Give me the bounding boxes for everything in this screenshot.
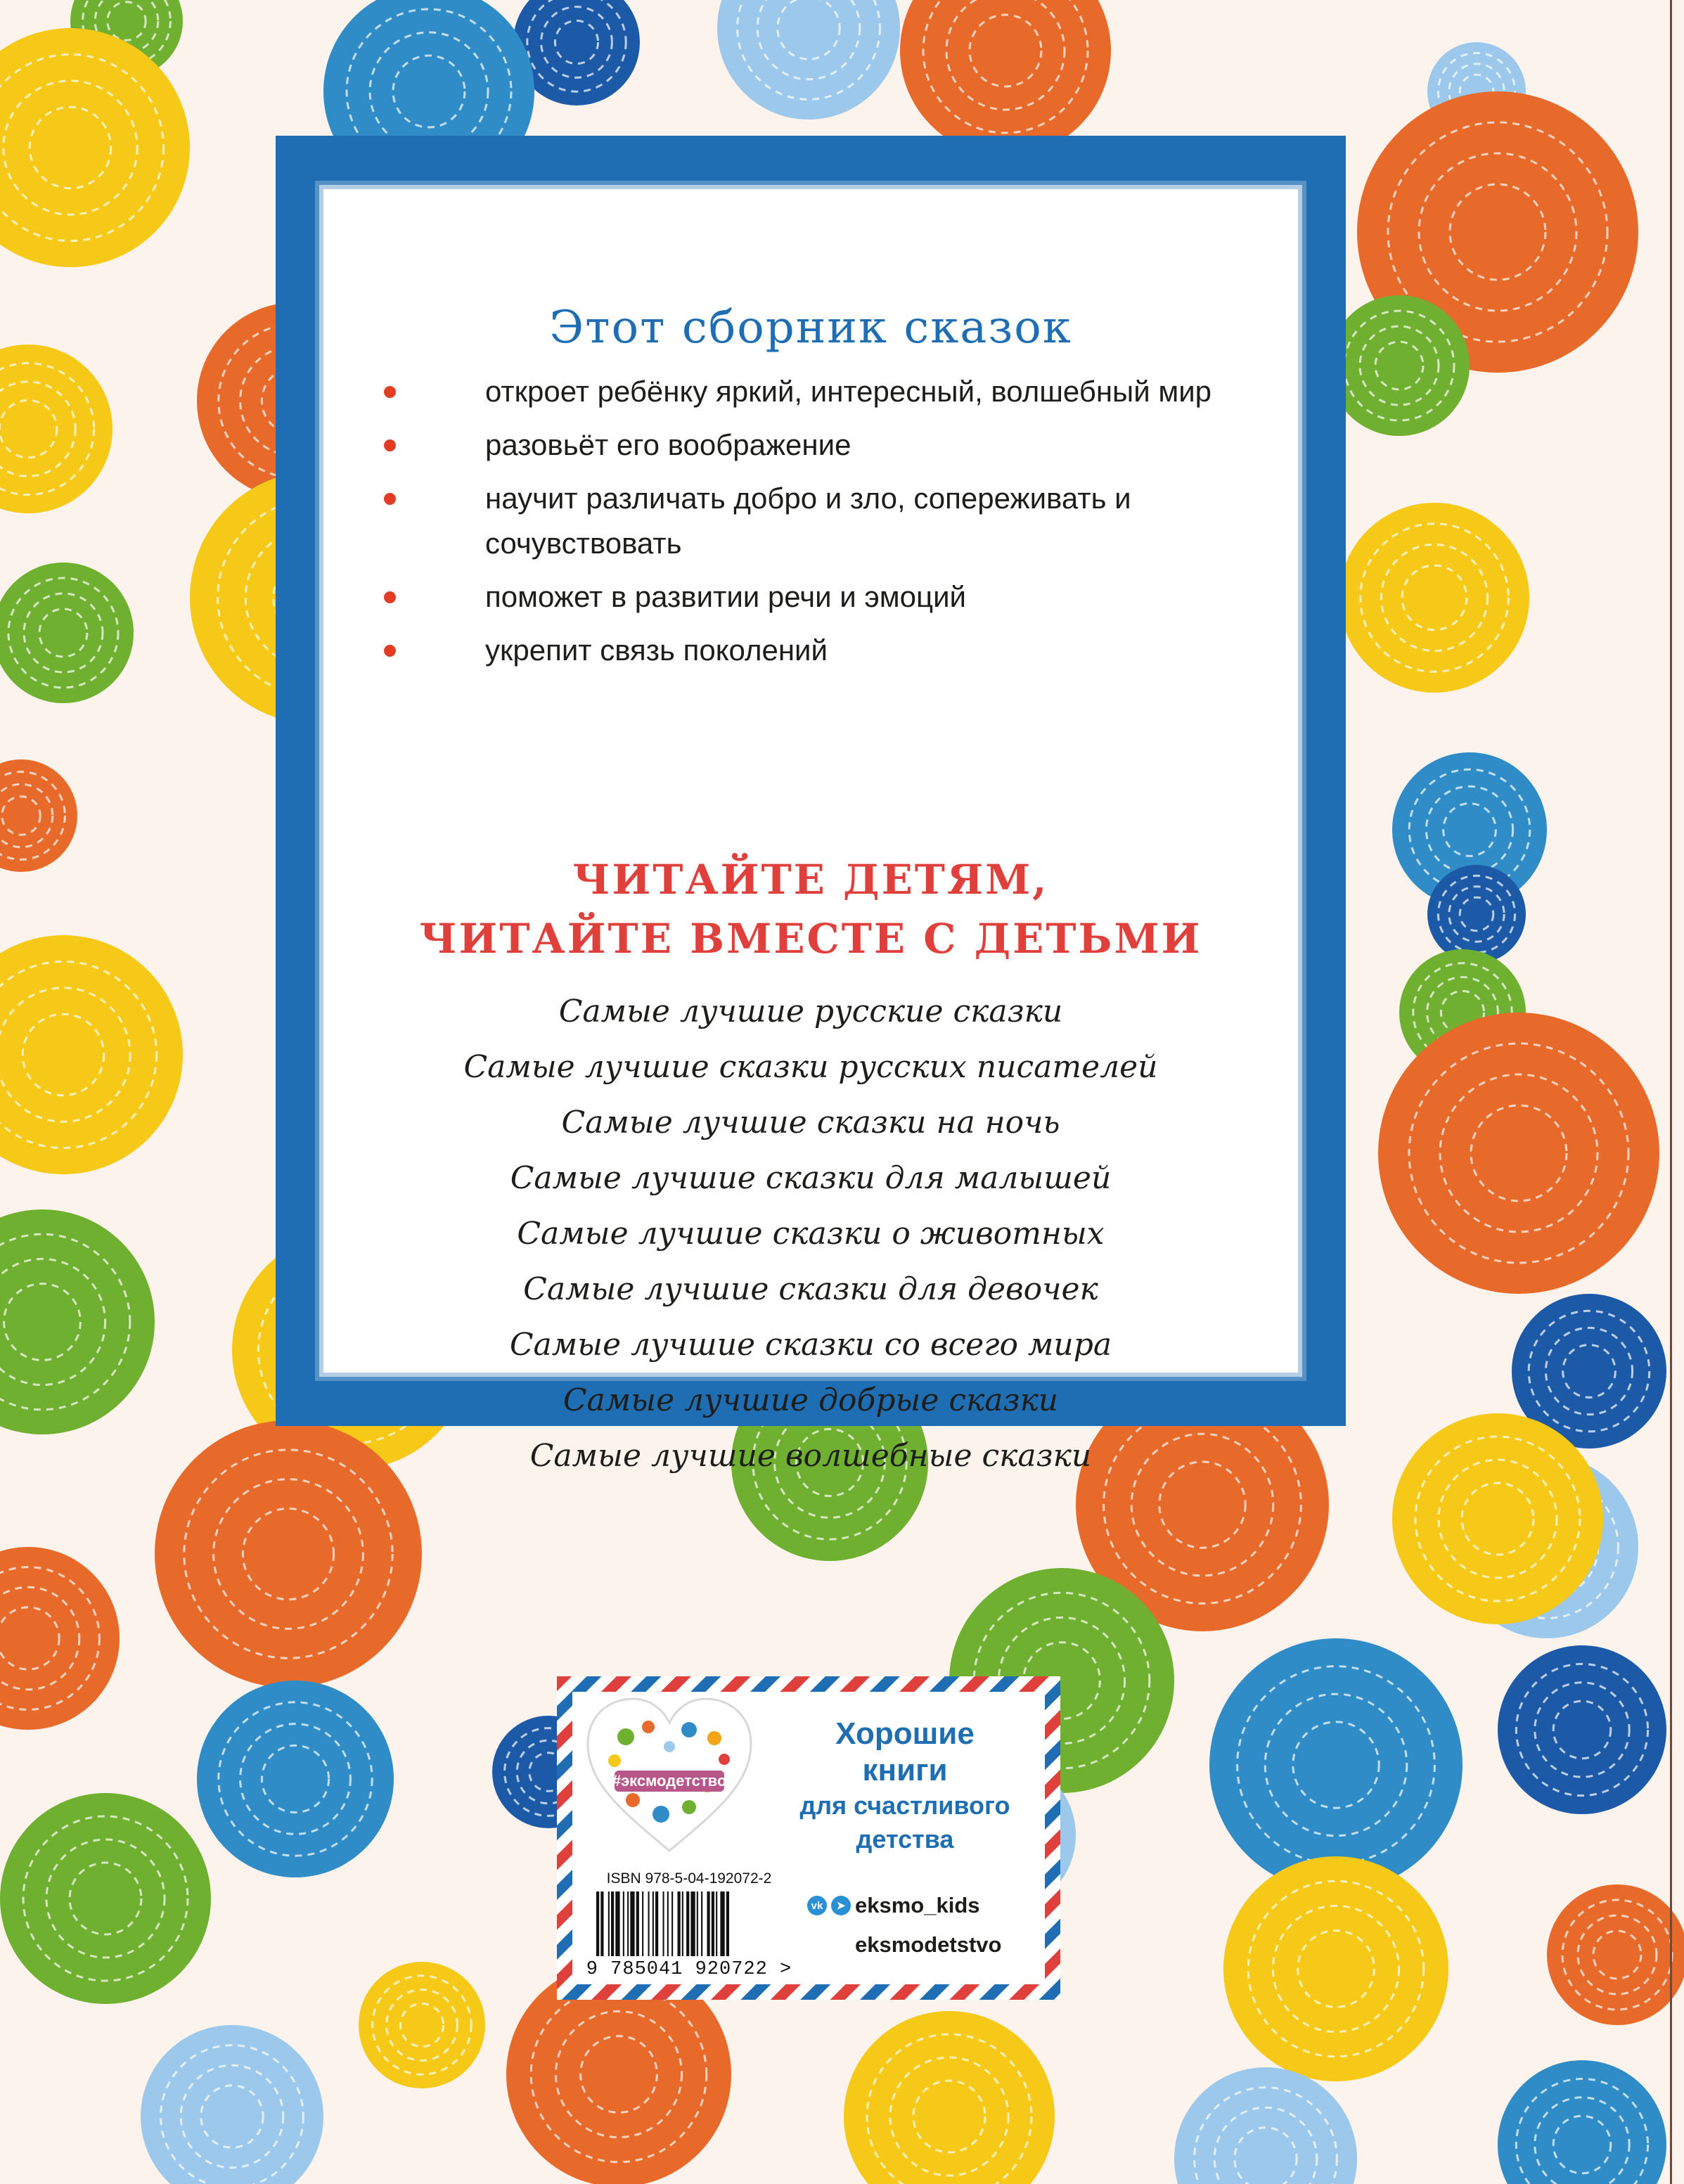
benefit-item xyxy=(384,369,1263,414)
barcode-bar xyxy=(690,1891,695,1956)
slogan-line-2: ЧИТАЙТЕ ВМЕСТЕ С ДЕТЬМИ xyxy=(419,915,1202,963)
barcode-bar xyxy=(600,1891,603,1956)
polka-dot xyxy=(0,935,183,1174)
bullet-dot-icon xyxy=(384,386,396,398)
isbn-barcode xyxy=(584,1870,795,1980)
polka-dot xyxy=(844,2011,1055,2184)
polka-dot xyxy=(1547,1884,1684,2025)
info-panel xyxy=(276,136,1346,1474)
tagline-line-4: детства xyxy=(856,1825,954,1854)
barcode-bar xyxy=(630,1891,634,1956)
social-handle[interactable]: eksmo_kids xyxy=(855,1893,980,1918)
barcode-bar xyxy=(615,1891,619,1956)
barcode-bar xyxy=(720,1891,724,1956)
series-title: Самые лучшие сказки русских писателей xyxy=(463,1049,1158,1085)
polka-dot xyxy=(0,563,134,703)
polka-dot xyxy=(1209,1638,1463,1891)
barcode-bar xyxy=(648,1891,650,1956)
barcode-bar xyxy=(642,1891,643,1956)
tagline-line-1: Хорошие xyxy=(835,1716,975,1751)
polka-dot xyxy=(1339,503,1529,693)
reading-slogan xyxy=(323,850,1298,968)
polka-dot xyxy=(197,1681,394,1877)
social-row xyxy=(807,1925,1032,1965)
barcode-bar xyxy=(667,1891,669,1956)
polka-dot xyxy=(141,2025,323,2184)
collection-title: Этот сборник сказок xyxy=(549,302,1072,354)
barcode-bar xyxy=(707,1891,710,1956)
vk-icon[interactable]: vk xyxy=(807,1896,827,1915)
tagline-line-3: для счастливого xyxy=(799,1791,1010,1820)
benefit-text: поможет в развитии речи и эмоций xyxy=(485,580,967,613)
social-links xyxy=(807,1886,1032,1965)
hashtag-text: #эксмодетство xyxy=(612,1772,727,1790)
social-row xyxy=(807,1886,1032,1925)
page-edge-line xyxy=(1670,0,1672,2184)
telegram-icon[interactable]: ➤ xyxy=(831,1896,851,1915)
barcode-bar xyxy=(697,1891,698,1956)
polka-dot xyxy=(0,1209,155,1434)
barcode-bar xyxy=(701,1891,702,1956)
series-title: Самые лучшие сказки для девочек xyxy=(523,1271,1098,1307)
benefit-item xyxy=(384,574,1263,619)
polka-dot xyxy=(0,1793,211,2004)
series-title: Самые лучшие русские сказки xyxy=(558,994,1063,1029)
barcode-bar xyxy=(663,1891,664,1956)
tagline-line-2: книги xyxy=(862,1753,948,1787)
series-list xyxy=(323,984,1298,1484)
benefit-text: разовьёт его воображение xyxy=(485,428,851,461)
slogan-line-1: ЧИТАЙТЕ ДЕТЯМ, xyxy=(572,856,1049,904)
bullet-dot-icon xyxy=(384,439,396,451)
series-title: Самые лучшие сказки на ночь xyxy=(561,1105,1060,1141)
benefit-list xyxy=(384,369,1263,681)
isbn-number: ISBN 978-5-04-192072-2 xyxy=(606,1870,772,1887)
benefit-text: научит различать добро и зло, сопереживать и сочувствовать xyxy=(485,482,1131,560)
bullet-dot-icon xyxy=(384,493,396,505)
polka-dot xyxy=(1329,295,1470,436)
series-title: Самые лучшие сказки о животных xyxy=(517,1216,1105,1252)
benefit-item xyxy=(384,423,1263,468)
bullet-dot-icon xyxy=(384,591,396,603)
benefit-item xyxy=(384,628,1263,673)
heart-logo-icon xyxy=(584,1695,755,1855)
airmail-label xyxy=(557,1676,1060,2000)
publisher-tagline xyxy=(789,1716,1021,1856)
polka-dot xyxy=(1427,865,1526,963)
barcode-bar xyxy=(611,1891,614,1956)
barcode-bar xyxy=(653,1891,654,1956)
series-title: Самые лучшие добрые сказки xyxy=(563,1382,1059,1418)
social-handle[interactable]: eksmodetstvo xyxy=(855,1932,1002,1957)
barcode-digits: 9 785041 920722 > xyxy=(586,1959,792,1980)
barcode-bar xyxy=(686,1891,689,1956)
barcode-bar xyxy=(608,1891,610,1956)
barcode-bar xyxy=(627,1891,629,1956)
barcode-bar xyxy=(671,1891,673,1956)
barcode-bar xyxy=(596,1891,599,1956)
barcode-bar xyxy=(726,1891,729,1956)
polka-dot xyxy=(359,1962,485,2088)
benefit-text: откроет ребёнку яркий, интересный, волшебный мир xyxy=(485,375,1212,408)
series-title: Самые лучшие сказки для малышей xyxy=(510,1160,1112,1196)
polka-dot xyxy=(1378,1013,1659,1294)
series-title: Самые лучшие волшебные сказки xyxy=(529,1438,1092,1474)
barcode-bar xyxy=(678,1891,681,1956)
benefit-item xyxy=(384,476,1263,566)
info-panel-card xyxy=(323,189,1298,1474)
barcode-bar xyxy=(712,1891,714,1956)
barcode-icon xyxy=(595,1891,783,1959)
barcode-bar xyxy=(636,1891,639,1956)
barcode-bar xyxy=(623,1891,624,1956)
benefit-text: укрепит связь поколений xyxy=(485,634,828,667)
series-title: Самые лучшие сказки со всего мира xyxy=(509,1327,1112,1363)
polka-dot xyxy=(1392,1413,1603,1624)
bullet-dot-icon xyxy=(384,645,396,657)
polka-dot xyxy=(1223,1856,1448,2081)
barcode-bar xyxy=(655,1891,658,1956)
barcode-bar xyxy=(682,1891,683,1956)
barcode-bar xyxy=(716,1891,717,1956)
polka-dot xyxy=(1498,1645,1666,1814)
